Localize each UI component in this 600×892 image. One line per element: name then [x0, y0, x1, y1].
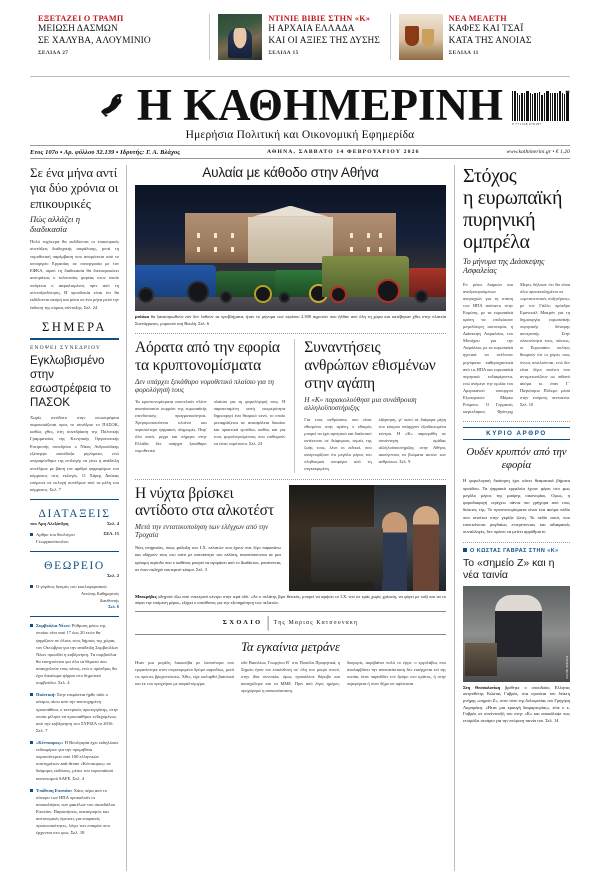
diataxeis-section-title: ΔΙΑΤΑΞΕΙΣ [38, 508, 111, 521]
left-lead-headline[interactable]: Σε ένα μήνα αντί για δύο χρόνια οι επικουρικές [30, 165, 119, 211]
alcotest-story-headline[interactable]: Η νύχτα βρίσκει αντίδοτο στα αλκοτέστ [135, 484, 274, 520]
bullet-text: Η Βουλγαρία έχει εκδηλώσει ενδιαφέρον για την προμήθεια περισσότερων από 100 ελληνικών συστημάτων anti-drone «Κένταυρος» σε διάφορες εκδόσεις, μέσω του ευρωπαϊκού κανονισμού SAFE. Σελ. 4 [36, 739, 119, 781]
alcotest-story-block [135, 485, 446, 591]
bullet-lead: Συμβούλια Νέων: [36, 623, 71, 629]
paragraph: διαγωρίς, ακριβαίνει πολύ το έργο: ο εργολάβος που αναλαμβάνει την αποκατάσταση δεν εισέρχεται επί της ουσίας όταν παραδίδει τον δρόμο στο κράτος, ή στην περιφέρεια ή στον δήμο αν υφίσταται. [347, 659, 446, 686]
theoreio-item[interactable] [30, 583, 119, 611]
pasok-story-headline[interactable]: Εγκλωβισμένο στην εσωστρέφεια το ΠΑΣΟΚ [30, 353, 111, 409]
gavras-kicker [463, 548, 570, 554]
caption-text: θα ξανασηκωθούν εάν δεν λυθούν τα προβλήματα, ήταν το μήνυμα των περίπου 2.500 αγροτών που ήλθαν από όλη τη χώρα και κατέβηκαν χθες στην πλατεία Συντάγματος, μπροστά στη Βουλή. Σελ. 6 [135, 314, 446, 326]
teaser-page-ref: ΣΕΛΙΔΑ 15 [268, 50, 299, 57]
bullet-lead: Υπόθεση Επστάιν: [36, 787, 73, 793]
scholio-label: ΣΧΟΛΙΟ [222, 619, 263, 627]
divider [30, 499, 119, 501]
teaser-line-2: ΣΕ ΧΑΛΥΒΑ, ΑΛΟΥΜΙΝΙΟ [38, 36, 151, 47]
divider [463, 421, 570, 422]
diataxeis-byline-row [30, 521, 119, 526]
bullet-text: Χάος πέρα από το σύνορο των ΗΠΑ προκαλούν οι αποκαλύψεις των φακέλων του σκανδάλου Επστάιν. Παραιτήσεις, καταιγισμός και αστυνομικές έρευνες για επιφανείς προσωπικότητες, λόγω των επαφών που έρχονται στο φως. Σελ. 18 [36, 787, 116, 836]
list-item[interactable] [30, 622, 119, 686]
caption-text: οδηγούν έξω από νυκτερινό κέντρο στην ιερά οδό. «Αν ο πελάτης βγει θετικός, μπορεί να αφήσει το Ι.Χ. του σε εμάς χωρίς χρέωση, να φύγει με ταξί και να το πάρει την επόμενη μέρα», εξηγεί ο υπεύθυνος για την εξυπηρέτηση των πελατών. [135, 593, 446, 606]
left-sidebar-column [30, 165, 127, 871]
center-column [127, 165, 454, 871]
right-column [454, 165, 570, 871]
paragraph: «εμπιστευτικές συζητήσεις» με τον Γάλλο πρόεδρο Εμανουέλ Μακρόν για τη δημιουργία ευρωπαϊκής πυρηνικής δύναμης αποτροπής. Στην πλειονότητά τους, πάντως, οι Ευρωπαίοι πολίτες θεωρούν ότι οι χώρες τους όντως απειλούνται, ενώ δεν είναι λίγοι εκείνοι που αντιμετωπίζουν ως πιθανό ακόμα κι έναν Γ΄ Παγκόσμιο Πόλεμο μέσα στην επόμενη πενταετία. Σελ. 10 [520, 296, 570, 407]
main-content [30, 165, 570, 871]
page-title: Η ΚΑΘΗΜΕΡΙΝΗ [136, 79, 504, 130]
theoreio-byline-row [30, 573, 119, 578]
bullet-lead: Πολιτική: [36, 692, 56, 698]
scholio-title[interactable]: Τα εγκαίνια μετράνε [241, 639, 340, 654]
caption-text: βρέθηκε ο σπουδαίος Ελληνας σκηνοθέτης Κώστας Γαβράς, στα εγκαίνια του δείκτη μνήμης «σημείο Ζ», στον τόπο της δολοφονίας του Γρηγόρη Λαμπράκη. «Ηταν μια κραυγή διαμαρτυρίας», είπε ο κ. Γαβράς σε συνέντευξή του στην «Κ» και αποκάλυψε πως ετοιμάζει σενάριο για την επόμενη ταινία του. Σελ. 14 [463, 684, 571, 723]
list-item[interactable] [30, 691, 119, 734]
divider [135, 333, 446, 334]
crypto-story-body [135, 398, 285, 454]
theoreio-item-page: Σελ. 6 [108, 604, 119, 610]
dateline-bar [30, 145, 570, 159]
masthead-subtitle: Ημερήσια Πολιτική και Οικονομική Εφημερίδα [185, 129, 415, 141]
bullet-text: Ρύθμιση μέσω της οποίας νέοι από 17 έως 20 ετών θα ψηφίζουν σε όλους τους δήμους της χώρας τον Οκτώβριο για την ανάδειξη Συμβουλίων Νέων προωθεί η κυβέρνηση. Τα συμβούλια θα εισηγούνται για όλα τα θέματα που απασχολούν τους νέους, ενώ ο πρόεδρος θα έχει δικαίωμα ψήφου στο δημοτικό συμβούλιο. Σελ. 4 [36, 623, 119, 686]
night-club-photo [289, 485, 446, 591]
scholio-section-bar: ΣΧΟΛΙΟ | Της Μαριας Κατσουνακη [135, 611, 446, 635]
alcotest-story-subheadline: Μετά την εντατικοποίηση των ελέγχων από την Τροχαία [135, 523, 269, 540]
barcode-number: 9 771108 976187 [512, 122, 542, 126]
teaser-page-ref: ΣΕΛΙΔΑ 11 [448, 50, 479, 57]
teaser-kicker: ΝΕΑ ΜΕΛΕΤΗ [448, 14, 507, 23]
teaser-line-1: Η ΑΡΧΑΙΑ ΕΛΛΑΔΑ [268, 24, 355, 35]
square-bullet-icon [463, 548, 467, 552]
paragraph: οδό Βασιλέως Γεωργίου Β΄ στο Ποικίλα Προφητικά, η Σημείο ήταν πιο επικίνδυνη σε' όλη στο μικρό στενό, στην ίδια συνοικία, όμως προκάλεσε θόρυβο και απασχόλησε και τα ΜΜΕ. Πριν από λίγες ημέρες, προχώρησε η αποκατάσταση. [241, 659, 340, 693]
pasok-story-body: Χωρίς αντίδοτο στην εσωστρέφεια παρουσιάζεται προς το συνέδριο το ΠΑΣΟΚ, καθώς χθες, στη συνεδρίαση της Πολιτικής Γραμματείας της Κεντρικής Οργανωτικής Επιτροπής συνεδρίου ο Νίκος Ανδρουλάκης εξέπεμψε αισιόδοξα μηνύματα, ενώ υπεραμύνθηκε της επιλογής να γίνει η ανάδειξη συνέδρων με βάση τον αριθμό ψηφοφόρων του κόμματος στις εκλογές. Ο Χάρης Δούκας επέμεινε σε εκλογή συνέδρων από τα μέλη του κόμματος. Σελ. 7 [30, 414, 119, 493]
pasok-story-kicker: ΕΝΟΨΕΙ ΣΥΝΕΔΡΙΟΥ [30, 344, 102, 351]
teaser-line-2: ΚΑΙ ΟΙ ΑΞΙΕΣ ΤΗΣ ΔΥΣΗΣ [268, 36, 380, 47]
dateline-issue-info: Ετος 107ο ▪ Αρ. φύλλου 32.139 ▪ Ιδρυτής: Γ. Α. Βλάχος [30, 148, 181, 156]
headline-line-4: ομπρέλα [463, 231, 530, 253]
left-lead-subheadline: Πώς αλλάζει η διαδικασία [30, 213, 80, 234]
list-item[interactable] [30, 739, 119, 782]
paragraph: Για τους ανθρώπους που είναι εθισμένοι στην αγάπη, ο εθισμός μπορεί να έχει αρνητικό και διαλυτικό αντίκτυπο σε διάφορους τομείς της ζωής τους, λένε οι ειδικοί, που αναγνωρίζουν ότι μεγάλο μέρος του πληθυσμού υποφέρει από τη συγκεκριμένη [304, 417, 372, 472]
teaser-page-ref: ΣΕΛΙΔΑ 27 [38, 50, 69, 57]
right-lead-body [463, 281, 570, 415]
dateline-website-price[interactable]: www.kathimerini.gr • € 1,20 [506, 149, 570, 155]
bullet-lead: «Κένταυρος»: [36, 739, 64, 745]
teaser-thumbnail-coffee [399, 14, 443, 60]
gavras-photo-caption [463, 685, 570, 725]
editorial-label: ΚΥΡΙΟ ΑΡΘΡΟ [463, 427, 570, 440]
today-section-title: ΣΗΜΕΡΑ [42, 319, 107, 334]
tractor-green-small [216, 271, 278, 298]
item-text: Αρθρο του θεολόγου Γεωργακόπουλου [36, 532, 75, 545]
theoreio-page-ref: Σελ. 2 [107, 573, 119, 579]
top-teaser-strip [30, 0, 570, 74]
editorial-body: Η φορολογική διοίκηση έχει κάνει θεαματικά βήματα προόδου. Τα ψηφιακά εργαλεία έχουν φέρει στο φως μεγάλο μέρος της μαύρης οικονομίας. Ομως, η φοροδιαφυγή «τρέχει» πάντα πιο γρήγορα από τους διώκτες της. Το κρυπτονομίσματα είναι ένα ακόμα πεδίο που κινείται στην γκρίζα ζώνη. Το πεδίο αυτό, που επεκτείνεται ραγδαίως επιτρέποντας και αδιαφανείς συναλλαγές, δεν πρέπει να μείνει αρρύθμιστο. [463, 478, 570, 535]
photo-credit: ΙΝΤΙΜΕ ΝΙΟΥΣ [565, 655, 569, 679]
diataxeis-author: του Αρη Αλεξάνδρη [30, 521, 69, 527]
love-addiction-story-body [304, 416, 446, 472]
paragraph: Ηταν μια μεγάλη λακκούβα με λασπόνερα που εμφανίστηκε στον συγκεκριμένο δρόμο αιφνιδίως, μετά τις πρώτες βροχοπτώσεις. Χθες, είχε καλυφθεί βιαστικά και εκ του προχείρου με ασφαλτόμιγμα. [135, 659, 234, 686]
tractor-fendt [322, 256, 409, 298]
griffin-logo-icon [97, 90, 127, 120]
theoreio-section-title: ΘΕΩΡΕΙΟ [44, 560, 105, 573]
item-text: Ο γόρδιος δεσμός του κυκλοφοριακού [36, 584, 107, 590]
teaser-thumbnail-portrait [218, 14, 262, 60]
left-lead-body: Πολύ ταχύτερα θα εκδίδονται οι επικουρικές συντάξεις διαδοχικής ασφάλισης, μετά τη νομοθετική παρέμβαση που αναμένεται από το υπουργείο Εργασίας σε συνεργασία με τον ΕΦΚΑ, αφού τη διαδικασία θα διεκπεραιώνει αυτομάτως ο τελευταίος φορέας στον οποίο υπάγεται ο ασφαλισμένος πριν από τη συνταξιοδότηση. Η προσδοκία είναι ότι θα εκδίδονται ακόμη και μέσα σε ένα μήνα μετά την έκδοση της κύριας σύνταξης. Σελ. 24 [30, 238, 120, 310]
gavras-photo [463, 586, 570, 682]
divider [30, 338, 119, 340]
caption-lead: Μπεκρήδες [135, 593, 159, 599]
alcotest-photo-caption [135, 594, 446, 607]
bullet-text: Στην επιφάνεια ήρθε πάλι ο κόσμος πίσω από την αποτυχημένη προσπάθεια, ο κεντρικός πρωτεργάτης, στην οποία μίλησε να προσπαθήσει ενδεχομένως από την κυβέρνηση του ΣΥΡΙΖΑ το 2016. Σελ. 7 [36, 692, 119, 733]
divider [30, 616, 119, 618]
theoreio-item-author: Αντώνης Καθημερινός [81, 591, 119, 597]
tractors-parliament-photo [135, 185, 446, 311]
gavras-kicker-text: Ο ΚΩΣΤΑΣ ΓΑΒΡΑΣ ΣΤΗΝ «Κ» [470, 547, 559, 554]
teaser-line-2: ΚΑΤΑ ΤΗΣ ΑΝΟΙΑΣ [448, 36, 532, 47]
photo-caption [135, 314, 446, 327]
masthead [30, 77, 570, 130]
gavras-headline[interactable]: Το «σημείο Ζ» και η νέα ταινία [463, 556, 555, 582]
paragraph: εξάρτηση, γι' αυτό σε διάφορα μέρη του κόσμου υπάρχουν εξειδικευμένα κέντρα. Η «Κ» παρευρέθη σε συνάντηση ομάδας αλληλοϋποστήριξης στην Αθήνα, ακούγοντας τα βιώματα αυτών των ανθρώπων. Σελ. 9 [378, 417, 446, 465]
teaser-coffee[interactable] [390, 14, 570, 60]
right-lead-headline[interactable] [463, 165, 570, 253]
editorial-title[interactable]: Ουδέν κρυπτόν από την εφορία [466, 445, 567, 472]
divider [135, 479, 446, 480]
divider [30, 551, 119, 553]
teaser-kicker: ΕΞΕΤΑΖΕΙ Ο ΤΡΑΜΠ [38, 14, 124, 23]
right-lead-subheadline: Το μήνυμα της Διάσκεψης Ασφαλείας [463, 257, 545, 275]
theoreio-item-role: Διευθυντής [99, 597, 119, 603]
tractor-red [409, 268, 446, 297]
center-lead-headline[interactable]: Αυλαία με κάθοδο στην Αθήνα [202, 165, 379, 180]
barcode-issue-number: 06 [565, 89, 570, 94]
paragraph: πλαίσιο για τη φορολόγησή τους. Η παρατεταμένη αυτή εκκρεμότητα δημιουργεί ένα θεσμικό κενό, το οποίο μεταφράζεται σε ανασφάλεια δικαίου και πρακτικά εμπόδια, καθώς και για τους φορολογούμενους που επιθυμούν να είναι νομότυποι. Σελ. 23 [213, 399, 286, 447]
teaser-bibie[interactable] [209, 14, 389, 60]
list-item[interactable] [30, 787, 119, 837]
scholio-body [135, 659, 446, 694]
divider [463, 542, 570, 543]
teaser-line-1: ΚΑΦΕΣ ΚΑΙ ΤΣΑΪ [448, 24, 524, 35]
tractor-row [135, 243, 446, 301]
crypto-story-headline[interactable]: Αόρατα από την εφορία τα κρυπτονομίσματα [135, 339, 280, 375]
love-addiction-story-subheadline: Η «Κ» παρακολούθησε μια συνάθροιση αλληλοϋποστήριξης [304, 396, 417, 413]
teaser-trump[interactable] [30, 14, 209, 56]
crypto-story-subheadline: Δεν υπάρχει ξεκάθαρο νομοθετικό πλαίσιο για τη φορολόγησή τους [135, 378, 274, 395]
item-page-ref: ΣΕΛ. 15 [103, 531, 119, 537]
scholio-author: Της Μαριας Κατσουνακη [273, 619, 359, 626]
barcode [512, 87, 570, 126]
headline-line-2: η ευρωπαϊκή [463, 187, 562, 209]
teaser-kicker: ΝΤΙΝΙΕ ΒΙΒΙΕ ΣΤΗΝ «Κ» [268, 14, 371, 23]
paragraph: Τα κρυπτονομίσματα αποτελούν πλέον αναπόσπαστο κομμάτι της ευρωπαϊκής επενδυτικής πραγματικότητας. Χρησιμοποιούνται ολοένα και περισσότερο ψηφιακές πληρωμές. Παρ' όλα αυτά, μέχρι και σήμερα στην Ελλάδα δεν υπάρχει ξεκάθαρο νομοθετικό [135, 399, 207, 454]
caption-lead: μπλόκα [135, 314, 151, 319]
caption-lead: Στη Θεσσαλονίκη [463, 684, 505, 690]
diataxeis-item[interactable] [30, 531, 119, 545]
paragraph: Εν μέσω διαρκών και αναζωπυρούμενων ανησυχιών για τη στάση των ΗΠΑ απέναντι στην Ευρώπη, με τα ευρωπαϊκά κράτη να επιδιώκουν μεγαλύτερη αυτονομία, η Διάσκεψη Ασφαλείας του Μονάχου για την Ασφάλεια, με τα ευρωπαϊκά ηγετικά να στέλνουν μηνύματα καθησυχαστικά από τις ΗΠΑ και ευρωπαϊκά πυρηνικά ενδιαφέροντα, ενώ ανέμενε την ομιλία του Αμερικανού υπουργού Εξωτερικών Μάρκο Ρούμπιο. Ο Γερμανός καγκελάριος Φρίντριχ Μερτς δήλωσε ότι θα είναι όλοι προσκεκλημένοι σε [463, 282, 570, 414]
love-addiction-story-headline[interactable]: Συναντήσεις ανθρώπων εθισμένων στην αγάπη [304, 339, 436, 393]
diataxeis-page-ref: Σελ. 4 [107, 521, 119, 527]
dateline-date: ΑΘΗΝΑ, ΣΑΒΒΑΤΟ 14 ΦΕΒΡΟΥΑΡΙΟΥ 2026 [267, 149, 420, 155]
tractor-blue [135, 265, 216, 297]
alcotest-story-body: Νέες υπηρεσίες, όπως φύλαξη των Ι.Χ. πελατών που έχουν πιει λίγο παραπάνω και οδηγούν τους στο σπίτι με αυτοκίνητο του πελάτη, αναπτύσσονται σε μια κρίσιμη περίοδο που ο καθένας μπορεί να αγοράσει από το Διαδίκτυο, μπαίνοντας σε έναν σκληρό νυκτερινό κόσμο. Σελ. 3 [135, 545, 281, 572]
headline-line-3: πυρηνική [463, 209, 536, 231]
headline-line-1: Στόχος [463, 165, 517, 187]
teaser-line-1: ΜΕΙΩΣΗ ΔΑΣΜΩΝ [38, 24, 118, 35]
